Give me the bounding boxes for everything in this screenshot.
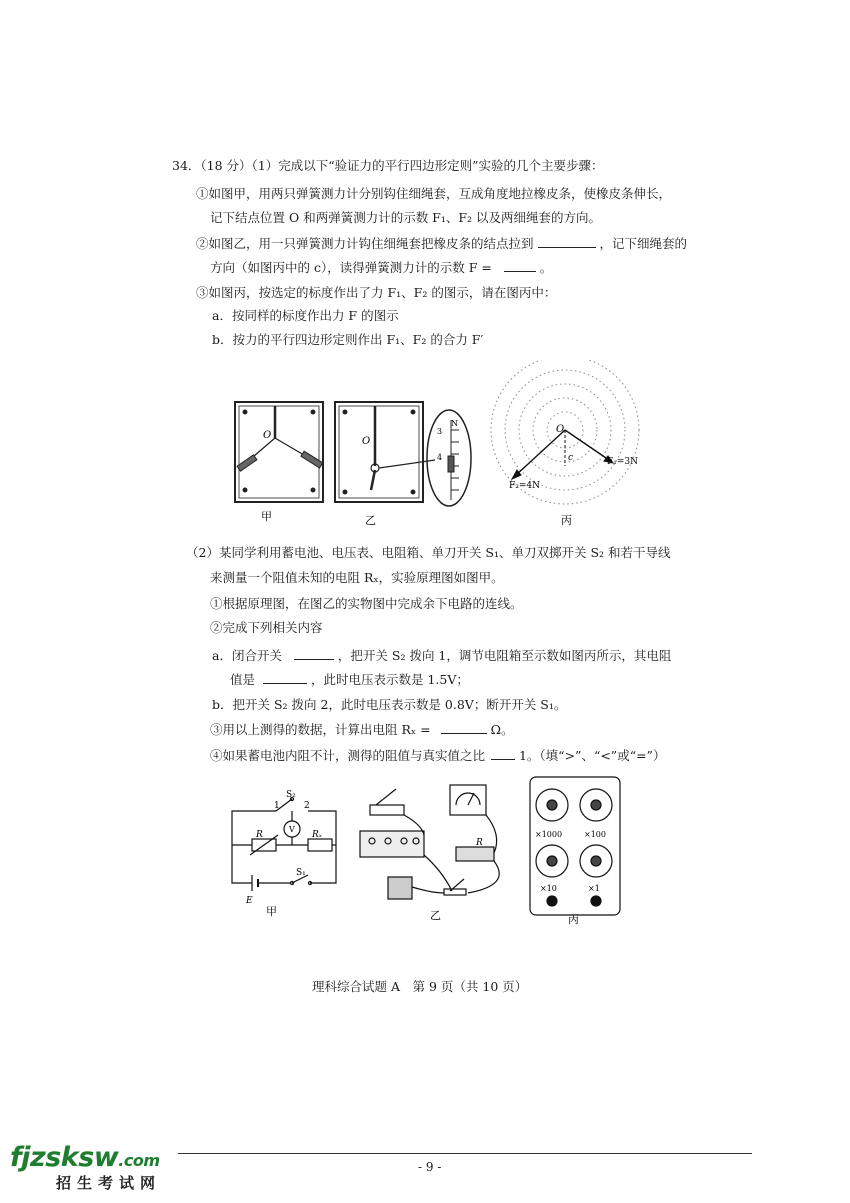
label-O-yi: O	[362, 436, 371, 447]
answer-blank-switch[interactable]	[294, 659, 334, 660]
q34b-p4-text-end: 1。（填“>”、“<”或“=”）	[518, 748, 666, 763]
q34-step2b-end: 。	[539, 260, 553, 275]
q34b-header: （2）某同学利用蓄电池、电压表、电阻箱、单刀开关 S₁、单刀双掷开关 S₂ 和若干导线	[186, 545, 671, 560]
schematic-jia	[232, 798, 336, 892]
footer-rule	[178, 1153, 752, 1154]
q34-step2-text: ②如图乙，用一只弹簧测力计钩住细绳套把橡皮条的结点拉到	[196, 236, 534, 251]
resistance-box-bing	[530, 777, 620, 915]
label-F2: F₂=4N	[509, 481, 540, 491]
label-pos1: 1	[274, 801, 280, 811]
q34b-a-text-end: ，把开关 S₂ 拨向 1，调节电阻箱至示数如图丙所示，其电阻	[337, 648, 672, 663]
scale-tick-4: 4	[437, 453, 443, 462]
scale-tick-3: 3	[437, 427, 443, 436]
label-O-bing: O	[556, 424, 565, 435]
label-voltmeter: V	[289, 825, 295, 834]
q34b-part3	[210, 722, 513, 738]
q34-step2-line2	[210, 260, 552, 276]
q34b-part1: ①根据原理图，在图乙的实物图中完成余下电路的连线。	[210, 596, 523, 611]
q34-step2-line1	[196, 236, 687, 252]
figure-circuit	[212, 775, 622, 925]
q34b-part-b: b．把开关 S₂ 拨向 2，此时电压表示数是 0.8V；断开开关 S₁。	[212, 697, 567, 712]
answer-blank-force[interactable]	[504, 271, 536, 272]
answer-blank-resistance[interactable]	[263, 683, 307, 684]
label-x100: ×100	[584, 830, 606, 839]
label-S1: S₁	[296, 868, 306, 878]
caption-bing-1: 丙	[561, 514, 572, 527]
spring-scale-closeup	[427, 410, 471, 506]
q34-step1-line2: 记下结点位置 O 和两弹簧测力计的示数 F₁、F₂ 以及两细绳套的方向。	[210, 210, 602, 225]
q34-step3b: b．按力的平行四边形定则作出 F₁、F₂ 的合力 F′	[212, 332, 484, 347]
board-jia	[235, 402, 323, 502]
q34b-p3-text: ③用以上测得的数据，计算出电阻 Rₓ =	[210, 722, 431, 737]
caption-bing-2: 丙	[568, 913, 579, 925]
label-E: E	[246, 896, 253, 906]
answer-blank-knot[interactable]	[538, 247, 596, 248]
caption-yi-1: 乙	[365, 514, 376, 527]
caption-jia-2: 甲	[266, 905, 277, 918]
label-F1: F₁=3N	[607, 457, 638, 467]
watermark-logo	[10, 1142, 160, 1173]
q34b-a2-text: 值是	[230, 672, 256, 687]
figure-force-experiment	[225, 360, 655, 530]
q34-step2b-text: 方向（如图丙中的 c），读得弹簧测力计的示数 F =	[210, 260, 492, 275]
label-x1: ×1	[588, 884, 600, 893]
label-x1000: ×1000	[535, 830, 563, 839]
answer-blank-rx[interactable]	[441, 733, 487, 734]
q34b-p3-text-end: Ω。	[490, 722, 514, 737]
scale-unit: N	[451, 419, 458, 428]
page-footer-title: 理科综合试题 A 第 9 页（共 10 页）	[312, 979, 528, 994]
q34b-part-a	[212, 648, 671, 664]
label-S2: S₂	[286, 790, 296, 800]
label-c: c	[568, 453, 574, 463]
q34-step2-text-end: ，记下细绳套的	[599, 236, 687, 251]
q34b-header2: 来测量一个阻值未知的电阻 Rₓ，实验原理图如图甲。	[210, 570, 504, 585]
q34b-part2: ②完成下列相关内容	[210, 620, 323, 635]
label-x10: ×10	[540, 884, 557, 893]
label-pos2: 2	[304, 801, 310, 811]
q34-header: 34．（18 分）（1）完成以下“验证力的平行四边形定则”实验的几个主要步骤：	[172, 158, 604, 173]
q34-step3a: a．按同样的标度作出力 F 的图示	[212, 308, 399, 323]
q34-step3: ③如图丙，按选定的标度作出了力 F₁、F₂ 的图示，请在图丙中：	[196, 285, 557, 300]
force-vectors	[512, 430, 613, 479]
watermark-subtitle: 招生考试网	[56, 1174, 162, 1192]
watermark-logo-text: fjzsksw	[10, 1142, 119, 1173]
board-yi	[335, 402, 435, 502]
label-O-jia: O	[263, 430, 272, 441]
label-R: R	[256, 830, 263, 840]
page-number: - 9 -	[418, 1160, 442, 1174]
caption-yi-2: 乙	[430, 909, 441, 922]
q34b-a-text: a．闭合开关	[212, 648, 282, 663]
q34b-part4	[210, 748, 665, 764]
label-Rx-box: R	[476, 838, 483, 848]
q34-step1-line1: ①如图甲，用两只弹簧测力计分别钩住细绳套，互成角度地拉橡皮条，使橡皮条伸长，	[196, 186, 672, 201]
watermark-dotcom: .com	[118, 1151, 160, 1170]
q34b-p4-text: ④如果蓄电池内阻不计，测得的阻值与真实值之比	[210, 748, 486, 763]
caption-jia-1: 甲	[261, 510, 272, 523]
answer-blank-ratio[interactable]	[491, 759, 515, 760]
q34b-part-a2	[230, 672, 469, 688]
label-Rx: Rₓ	[312, 830, 322, 840]
q34b-a2-text-end: ，此时电压表示数是 1.5V；	[310, 672, 469, 687]
